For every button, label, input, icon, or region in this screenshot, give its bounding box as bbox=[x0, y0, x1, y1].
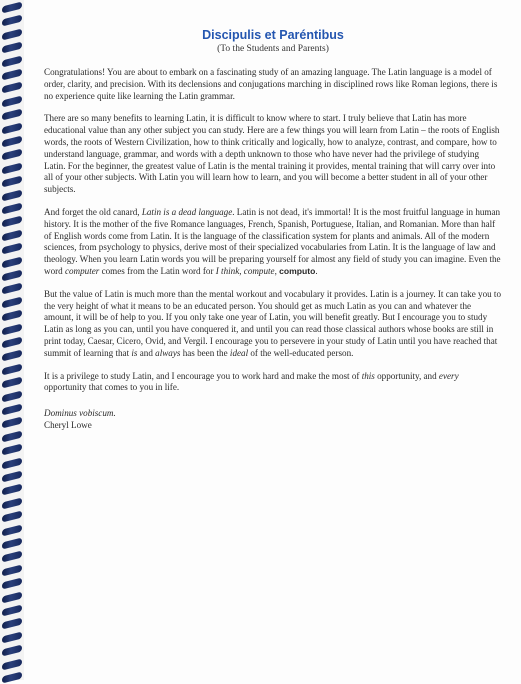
binding-coil bbox=[2, 203, 22, 215]
binding-coil bbox=[2, 538, 22, 550]
binding-coil bbox=[2, 645, 22, 657]
page-subtitle: (To the Students and Parents) bbox=[217, 44, 329, 54]
binding-coil bbox=[2, 444, 22, 456]
binding-coil bbox=[2, 551, 22, 563]
binding-coil bbox=[2, 216, 22, 228]
paragraph-5-text: It is a privilege to study Latin, and I encourage you to work hard and make the most of bbox=[44, 370, 362, 381]
paragraph-3-text: And forget the old canard, bbox=[44, 206, 142, 217]
binding-coil bbox=[2, 189, 22, 201]
paragraph-2: There are so many benefits to learning Latin, it is difficult to know where to start. I truly believe that Latin has more educational value than any other subject you can study. Here are a few things you will learn from Latin – the roots of English words, the roots of Western Civilization, how to think critically and logically, how to analyze, contrast, and compare, how to understand language, grammar, and words with a depth unknown to those who have never had the privilege of studying Latin. For the beginner, the greatest value of Latin is the mental training it provides, mental training that will carry over into all of your other subjects. With Latin you will learn how to learn, and you will become a better student in all of your other subjects. bbox=[44, 113, 500, 195]
binding-coil bbox=[2, 337, 22, 349]
binding-coil bbox=[2, 95, 22, 107]
binding-coil bbox=[2, 524, 22, 536]
binding-coil bbox=[2, 28, 22, 40]
binding-coil bbox=[2, 122, 22, 134]
binding-coil bbox=[2, 256, 22, 268]
closing-line bbox=[44, 407, 502, 419]
paragraph-5-text: opportunity, and bbox=[374, 370, 439, 381]
binding-coil bbox=[2, 564, 22, 576]
binding-coil bbox=[2, 672, 22, 684]
paragraph-3-text: , bbox=[274, 265, 280, 276]
binding-coil bbox=[2, 283, 22, 295]
paragraph-4-text: and bbox=[137, 347, 156, 358]
paragraph-5 bbox=[44, 371, 502, 395]
bold-computo: computo bbox=[279, 265, 316, 276]
binding-coil bbox=[2, 310, 22, 322]
binding-coil bbox=[2, 69, 22, 81]
binding-coil bbox=[2, 471, 22, 483]
paragraph-3-text: . bbox=[315, 265, 318, 276]
binding-coil bbox=[2, 229, 22, 241]
binding-coil bbox=[2, 296, 22, 308]
paragraph-4-text: has been the bbox=[180, 347, 230, 358]
binding-coil bbox=[2, 457, 22, 469]
binding-coil bbox=[2, 578, 22, 590]
signature-name: Cheryl Lowe bbox=[44, 420, 92, 431]
binding-coil bbox=[2, 323, 22, 335]
binding-coil bbox=[2, 162, 22, 174]
binding-coil bbox=[2, 430, 22, 442]
binding-coil bbox=[2, 15, 22, 27]
binding-coil bbox=[2, 511, 22, 523]
paragraph-3-text: comes from the Latin word for bbox=[99, 265, 216, 276]
paragraph-4-text: of the well-educated person. bbox=[248, 347, 354, 358]
emphasis-dead-language: Latin is a dead language bbox=[141, 206, 233, 217]
emphasis-this: this bbox=[361, 370, 375, 381]
paragraph-3 bbox=[44, 207, 502, 278]
emphasis-every: every bbox=[438, 370, 459, 381]
binding-coil bbox=[2, 605, 22, 617]
binding-coil bbox=[2, 377, 22, 389]
binding-coil bbox=[2, 350, 22, 362]
spiral-binding bbox=[0, 0, 24, 680]
binding-coil bbox=[2, 109, 22, 121]
paragraph-3-text: . Latin is not dead, it's immortal! It is the most fruitful language in human history. It is the mother of the five Romance languages, French, Spanish, Portuguese, Italian, and Romanian. More than half of English words come from Latin. It is the language of the classification system for plants and animals. All of the modern sciences, from psychology to physics, derive most of their specialized vocabularies from Latin. It is the language of law and theology. When you learn Latin words you will be preparing yourself for almost any field of study you can imagine. Even the word bbox=[44, 206, 501, 276]
paragraph-4-text: But the value of Latin is much more than the mental workout and vocabulary it provides. Latin is a journey. It can take you to the very height of what it means to be an educated person. You should get as much Latin as you can and whatever the amount, it will be of help to you. If you only take one year of Latin, you will benefit greatly. But I encourage you to study Latin as long as you can, until you have conquered it, and until you can read those classical authors whose books are still in print today, Caesar, Cicero, Ovid, and Vergil. I encourage you to persevere in your study of Latin until you have reached that summit of learning that bbox=[44, 288, 502, 358]
binding-coil bbox=[2, 390, 22, 402]
paragraph-5-text: opportunity that comes to you in life. bbox=[44, 382, 180, 393]
letter-page bbox=[44, 28, 502, 431]
binding-coil bbox=[2, 497, 22, 509]
emphasis-is: is bbox=[131, 347, 138, 358]
emphasis-ideal: ideal bbox=[229, 347, 249, 358]
binding-coil bbox=[2, 363, 22, 375]
binding-coil bbox=[2, 243, 22, 255]
paragraph-1: Congratulations! You are about to embark on a fascinating study of an amazing language. The Latin language is a model of order, clarity, and precision. With its declensions and conjugations marching in disciplined rows like Roman legions, there is no experience quite like learning the Latin grammar. bbox=[44, 67, 498, 101]
binding-coil bbox=[2, 2, 22, 14]
binding-coil bbox=[2, 136, 22, 148]
binding-coil bbox=[2, 176, 22, 188]
binding-coil bbox=[2, 417, 22, 429]
binding-coil bbox=[2, 55, 22, 67]
closing-text: Dominus vobiscum. bbox=[44, 408, 116, 419]
binding-coil bbox=[2, 484, 22, 496]
binding-coil bbox=[2, 404, 22, 416]
binding-coil bbox=[2, 42, 22, 54]
binding-coil bbox=[2, 618, 22, 630]
binding-coil bbox=[2, 270, 22, 282]
page-title: Discipulis et Paréntibus bbox=[202, 28, 344, 42]
emphasis-always: always bbox=[155, 347, 181, 358]
binding-coil bbox=[2, 591, 22, 603]
emphasis-i-think-compute: I think, compute bbox=[215, 265, 275, 276]
binding-coil bbox=[2, 149, 22, 161]
binding-coil bbox=[2, 658, 22, 670]
binding-coil bbox=[2, 82, 22, 94]
emphasis-computer: computer bbox=[64, 265, 100, 276]
paragraph-4 bbox=[44, 289, 502, 360]
binding-coil bbox=[2, 631, 22, 643]
